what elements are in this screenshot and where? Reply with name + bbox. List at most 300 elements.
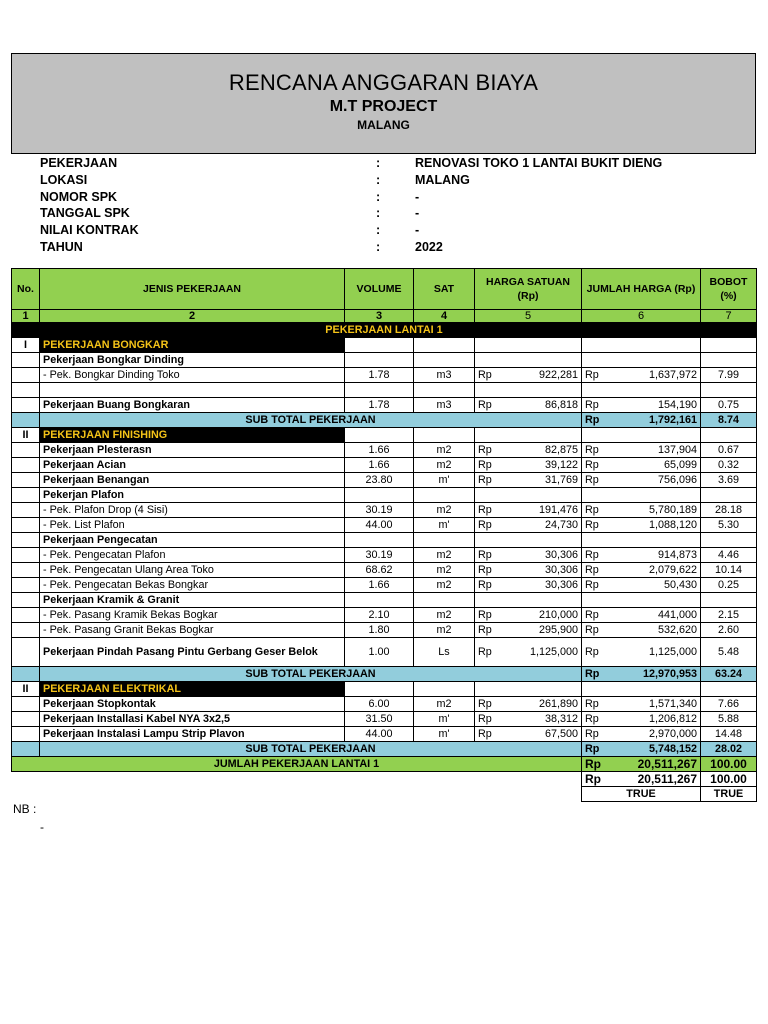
info-label: NOMOR SPK: [40, 189, 118, 204]
work-item-weight: 7.66: [701, 697, 757, 712]
total-price: 441,000: [657, 608, 697, 621]
currency-label: Rp: [585, 697, 599, 710]
subtotal-amount-cell: [582, 742, 701, 757]
work-item-volume: 1.80: [345, 623, 414, 638]
empty-cell: [582, 488, 701, 503]
total-price: 2,079,622: [648, 563, 697, 576]
total-price: 532,620: [657, 623, 697, 636]
info-value: -: [415, 206, 420, 221]
work-item-name: Pekerjaan Acian: [40, 458, 345, 473]
currency-label: Rp: [585, 458, 599, 471]
table-row: [12, 548, 757, 563]
work-item-name: - Pek. Pasang Granit Bekas Bogkar: [40, 623, 345, 638]
row-number: [12, 458, 40, 473]
work-item-unit: m3: [414, 398, 475, 413]
work-item-unit: m2: [414, 608, 475, 623]
column-number: 2: [40, 310, 345, 323]
empty-cell: [701, 682, 757, 697]
empty-cell: [475, 533, 582, 548]
subtotal-label: SUB TOTAL PEKERJAAN: [40, 667, 582, 682]
section-row: [12, 682, 757, 697]
empty-cell: [475, 338, 582, 353]
currency-label: Rp: [478, 645, 492, 658]
work-item-volume: 2.10: [345, 608, 414, 623]
column-number: 4: [414, 310, 475, 323]
work-item-weight: 4.46: [701, 548, 757, 563]
row-number: [12, 638, 40, 667]
unit-price-cell: [475, 503, 582, 518]
empty-cell: [582, 353, 701, 368]
currency-label: Rp: [585, 578, 599, 591]
work-item-weight: 0.25: [701, 578, 757, 593]
section-number: II: [12, 428, 40, 443]
unit-price: 30,306: [544, 548, 578, 561]
currency-label: Rp: [478, 368, 492, 381]
subtotal-amount-cell: [582, 413, 701, 428]
unit-price: 82,875: [544, 443, 578, 456]
header-jumlah-harga: JUMLAH HARGA (Rp): [582, 269, 701, 310]
unit-price-cell: [475, 638, 582, 667]
work-item-volume: 1.66: [345, 458, 414, 473]
total-price-cell: [582, 368, 701, 383]
total-price-cell: [582, 697, 701, 712]
currency-label: Rp: [478, 398, 492, 411]
work-item-name: - Pek. Pengecatan Bekas Bongkar: [40, 578, 345, 593]
floor-title-row: [12, 323, 757, 338]
table-row: [12, 623, 757, 638]
grand-total-weight: 100.00: [701, 757, 757, 772]
group-title: Pekerjaan Pengecatan: [40, 533, 345, 548]
empty-cell: [345, 338, 414, 353]
empty-cell: [475, 353, 582, 368]
row-number: [12, 518, 40, 533]
empty-cell: [475, 428, 582, 443]
unit-price-cell: [475, 548, 582, 563]
row-number: [12, 503, 40, 518]
work-item-name: - Pek. Plafon Drop (4 Sisi): [40, 503, 345, 518]
unit-price-cell: [475, 443, 582, 458]
info-label: PEKERJAAN: [40, 156, 118, 170]
subtotal-amount-cell: [582, 667, 701, 682]
subtotal-label: SUB TOTAL PEKERJAAN: [40, 413, 582, 428]
header-jenis-pekerjaan: JENIS PEKERJAAN: [40, 269, 345, 310]
currency-label: Rp: [478, 727, 492, 740]
header-bobot: BOBOT (%): [701, 269, 757, 310]
total-check-weight: 100.00: [701, 772, 757, 787]
work-item-volume: 6.00: [345, 697, 414, 712]
unit-price: 39,122: [544, 458, 578, 471]
header-harga-satuan: HARGA SATUAN (Rp): [475, 269, 582, 310]
currency-label: Rp: [585, 473, 599, 486]
total-price-cell: [582, 623, 701, 638]
empty-cell: [701, 353, 757, 368]
table-row: [12, 368, 757, 383]
table-row: [12, 443, 757, 458]
table-row: [12, 712, 757, 727]
work-item-volume: 30.19: [345, 503, 414, 518]
info-row: [40, 155, 740, 172]
unit-price-cell: [475, 368, 582, 383]
total-price: 914,873: [657, 548, 697, 561]
table-row: [12, 697, 757, 712]
total-price: 65,099: [663, 458, 697, 471]
work-item-unit: m': [414, 473, 475, 488]
validation-weight: TRUE: [701, 787, 757, 802]
column-number: 1: [12, 310, 40, 323]
work-item-unit: m': [414, 712, 475, 727]
table-row: [12, 608, 757, 623]
empty-cell: [345, 682, 414, 697]
work-item-volume: 1.78: [345, 398, 414, 413]
work-item-name: - Pek. List Plafon: [40, 518, 345, 533]
info-value: MALANG: [415, 172, 470, 187]
work-item-weight: 5.88: [701, 712, 757, 727]
unit-price-cell: [475, 458, 582, 473]
currency-label: Rp: [585, 645, 599, 658]
row-number: [12, 353, 40, 368]
column-number: 3: [345, 310, 414, 323]
currency-label: Rp: [478, 443, 492, 456]
row-number: [12, 697, 40, 712]
currency-label: Rp: [585, 756, 601, 771]
validation-row: [12, 787, 757, 802]
section-title: PEKERJAAN BONGKAR: [40, 338, 345, 353]
info-row: [40, 222, 740, 239]
work-item-weight: 5.30: [701, 518, 757, 533]
unit-price: 261,890: [538, 697, 578, 710]
work-item-unit: m2: [414, 548, 475, 563]
unit-price: 30,306: [544, 563, 578, 576]
total-price-cell: [582, 443, 701, 458]
total-price-cell: [582, 473, 701, 488]
unit-price: 67,500: [544, 727, 578, 740]
empty-cell: [582, 533, 701, 548]
spacer: [12, 772, 582, 787]
empty-cell: [345, 533, 414, 548]
work-item-name: - Pek. Pengecatan Ulang Area Toko: [40, 563, 345, 578]
info-label: LOKASI: [40, 172, 88, 187]
info-colon: :: [376, 156, 381, 170]
info-label: TAHUN: [40, 239, 83, 254]
work-item-volume: 23.80: [345, 473, 414, 488]
unit-price: 922,281: [538, 368, 578, 381]
currency-label: Rp: [585, 443, 599, 456]
subtotal-weight: 63.24: [701, 667, 757, 682]
row-number: [12, 398, 40, 413]
info-colon: :: [376, 239, 381, 254]
group-title: Pekerjaan Kramik & Granit: [40, 593, 345, 608]
empty-cell: [345, 488, 414, 503]
work-item-weight: 2.60: [701, 623, 757, 638]
empty-cell: [701, 338, 757, 353]
info-value: -: [415, 223, 420, 238]
table-row: [12, 398, 757, 413]
total-check-amount-cell: [582, 772, 701, 787]
unit-price-cell: [475, 398, 582, 413]
table-row: [12, 383, 757, 398]
section-number: I: [12, 338, 40, 353]
work-item-weight: 0.75: [701, 398, 757, 413]
currency-label: Rp: [478, 503, 492, 516]
work-item-volume: 44.00: [345, 518, 414, 533]
unit-price: 295,900: [538, 623, 578, 636]
currency-label: Rp: [585, 712, 599, 725]
currency-label: Rp: [585, 518, 599, 531]
work-item-name: - Pek. Pasang Kramik Bekas Bogkar: [40, 608, 345, 623]
work-item-weight: 0.32: [701, 458, 757, 473]
currency-label: Rp: [585, 548, 599, 561]
info-row: [40, 189, 740, 206]
spacer: [12, 787, 582, 802]
info-colon: :: [376, 206, 381, 221]
subtotal-amount: 12,970,953: [642, 667, 697, 680]
subtotal-row: [12, 413, 757, 428]
total-price-cell: [582, 727, 701, 742]
unit-price: 1,125,000: [529, 645, 578, 658]
info-row: [40, 205, 740, 222]
column-number: 5: [475, 310, 582, 323]
empty-cell: [414, 338, 475, 353]
info-colon: :: [376, 189, 381, 204]
work-item-volume: 31.50: [345, 712, 414, 727]
table-row: [12, 503, 757, 518]
project-city: MALANG: [357, 118, 410, 132]
table-row: [12, 473, 757, 488]
empty-cell: [701, 428, 757, 443]
currency-label: Rp: [478, 623, 492, 636]
unit-price: 38,312: [544, 712, 578, 725]
work-item-volume: 1.66: [345, 578, 414, 593]
unit-price: 86,818: [544, 398, 578, 411]
work-item-unit: m2: [414, 697, 475, 712]
work-item-weight: 10.14: [701, 563, 757, 578]
floor-title: PEKERJAAN LANTAI 1: [12, 323, 757, 338]
work-item-volume: 1.66: [345, 443, 414, 458]
work-item-unit: m2: [414, 458, 475, 473]
work-item-weight: 0.67: [701, 443, 757, 458]
work-item-weight: 7.99: [701, 368, 757, 383]
currency-label: Rp: [478, 608, 492, 621]
empty-cell: [345, 593, 414, 608]
total-check-row: [12, 772, 757, 787]
subtotal-amount: 1,792,161: [648, 413, 697, 426]
project-name: M.T PROJECT: [329, 98, 438, 115]
info-value: -: [415, 189, 420, 204]
unit-price-cell: [475, 608, 582, 623]
work-item-weight: 28.18: [701, 503, 757, 518]
row-number: [12, 473, 40, 488]
total-price: 1,088,120: [648, 518, 697, 531]
unit-price-cell: [475, 473, 582, 488]
total-price-cell: [582, 398, 701, 413]
work-item-unit: m2: [414, 503, 475, 518]
validation-amount: TRUE: [582, 787, 701, 802]
table-row: [12, 533, 757, 548]
header-sat: SAT: [414, 269, 475, 310]
empty-cell: [345, 353, 414, 368]
table-row: [12, 458, 757, 473]
empty-cell: [414, 682, 475, 697]
currency-label: Rp: [478, 458, 492, 471]
subtotal-weight: 8.74: [701, 413, 757, 428]
currency-label: Rp: [478, 563, 492, 576]
work-item-weight: 14.48: [701, 727, 757, 742]
total-price: 50,430: [663, 578, 697, 591]
info-label: NILAI KONTRAK: [40, 223, 139, 238]
unit-price: 191,476: [538, 503, 578, 516]
work-item-unit: m2: [414, 623, 475, 638]
work-item-name: - Pek. Pengecatan Plafon: [40, 548, 345, 563]
currency-label: Rp: [478, 578, 492, 591]
section-title: PEKERJAAN FINISHING: [40, 428, 345, 443]
empty-cell: [475, 593, 582, 608]
table-row: [12, 593, 757, 608]
currency-label: Rp: [478, 473, 492, 486]
column-number: 7: [701, 310, 757, 323]
grand-total-label: JUMLAH PEKERJAAN LANTAI 1: [12, 757, 582, 772]
row-number: [12, 578, 40, 593]
unit-price-cell: [475, 712, 582, 727]
work-item-unit: m2: [414, 443, 475, 458]
unit-price-cell: [475, 563, 582, 578]
document-header: [11, 53, 756, 154]
row-number: [12, 548, 40, 563]
empty-cell: [414, 353, 475, 368]
project-info: [40, 155, 740, 256]
empty-cell: [414, 428, 475, 443]
row-number: [12, 712, 40, 727]
work-item-volume: 1.00: [345, 638, 414, 667]
work-item-volume: 1.78: [345, 368, 414, 383]
unit-price-cell: [475, 578, 582, 593]
unit-price: 210,000: [538, 608, 578, 621]
subtotal-row: [12, 742, 757, 757]
work-item-name: Pekerjaan Benangan: [40, 473, 345, 488]
row-number: [12, 563, 40, 578]
empty-cell: [701, 533, 757, 548]
currency-label: Rp: [585, 413, 600, 426]
total-price-cell: [582, 503, 701, 518]
currency-label: Rp: [585, 727, 599, 740]
total-price: 1,571,340: [648, 697, 697, 710]
total-price: 5,780,189: [648, 503, 697, 516]
work-item-name: Pekerjaan Installasi Kabel NYA 3x2,5: [40, 712, 345, 727]
unit-price-cell: [475, 727, 582, 742]
unit-price: 31,769: [544, 473, 578, 486]
row-number: [12, 533, 40, 548]
currency-label: Rp: [478, 712, 492, 725]
work-item-name: Pekerjaan Instalasi Lampu Strip Plavon: [40, 727, 345, 742]
subtotal-weight: 28.02: [701, 742, 757, 757]
info-row: [40, 172, 740, 189]
work-item-name: Pekerjaan Buang Bongkaran: [40, 398, 345, 413]
row-number: [12, 608, 40, 623]
currency-label: Rp: [585, 503, 599, 516]
empty-cell: [414, 533, 475, 548]
work-item-weight: 3.69: [701, 473, 757, 488]
table-header-row: [12, 269, 757, 310]
total-price: 2,970,000: [648, 727, 697, 740]
total-check-amount: 20,511,267: [637, 771, 697, 786]
empty-cell: [475, 488, 582, 503]
table-row: [12, 638, 757, 667]
row-number: [12, 623, 40, 638]
work-item-name: Pekerjaan Plesterasn: [40, 443, 345, 458]
row-number: [12, 443, 40, 458]
table-row: [12, 578, 757, 593]
subtotal-blank: [12, 742, 40, 757]
empty-cell: [345, 428, 414, 443]
empty-cell: [582, 593, 701, 608]
total-price-cell: [582, 712, 701, 727]
notes-item: -: [40, 820, 44, 834]
work-item-unit: m': [414, 518, 475, 533]
total-price-cell: [582, 578, 701, 593]
work-item-name: - Pek. Bongkar Dinding Toko: [40, 368, 345, 383]
empty-cell: [701, 383, 757, 398]
empty-cell: [582, 338, 701, 353]
subtotal-amount: 5,748,152: [648, 742, 697, 755]
total-price-cell: [582, 563, 701, 578]
total-price-cell: [582, 458, 701, 473]
work-item-volume: 68.62: [345, 563, 414, 578]
work-item-weight: 5.48: [701, 638, 757, 667]
table-row: [12, 518, 757, 533]
work-item-unit: Ls: [414, 638, 475, 667]
empty-cell: [701, 593, 757, 608]
subtotal-label: SUB TOTAL PEKERJAAN: [40, 742, 582, 757]
info-colon: :: [376, 223, 381, 238]
section-row: [12, 428, 757, 443]
empty-cell: [582, 383, 701, 398]
empty-cell: [475, 383, 582, 398]
currency-label: Rp: [585, 368, 599, 381]
currency-label: Rp: [585, 398, 599, 411]
work-item-unit: m2: [414, 578, 475, 593]
currency-label: Rp: [585, 742, 600, 755]
total-price: 1,206,812: [648, 712, 697, 725]
unit-price-cell: [475, 623, 582, 638]
table-row: [12, 727, 757, 742]
currency-label: Rp: [585, 608, 599, 621]
info-label: TANGGAL SPK: [40, 206, 130, 221]
total-price: 154,190: [657, 398, 697, 411]
group-title: Pekerjan Plafon: [40, 488, 345, 503]
unit-price: 30,306: [544, 578, 578, 591]
total-price-cell: [582, 548, 701, 563]
total-price-cell: [582, 638, 701, 667]
work-item-volume: 30.19: [345, 548, 414, 563]
work-item-name: Pekerjaan Pindah Pasang Pintu Gerbang Geser Belok: [40, 638, 345, 667]
unit-price-cell: [475, 697, 582, 712]
table-row: [12, 353, 757, 368]
notes-label: NB :: [13, 802, 37, 816]
currency-label: Rp: [585, 667, 600, 680]
grand-total-amount: 20,511,267: [637, 756, 697, 771]
empty-cell: [414, 383, 475, 398]
currency-label: Rp: [478, 518, 492, 531]
subtotal-blank: [12, 667, 40, 682]
currency-label: Rp: [585, 563, 599, 576]
unit-price: 24,730: [544, 518, 578, 531]
row-number: [12, 727, 40, 742]
currency-label: Rp: [585, 623, 599, 636]
empty-cell: [414, 593, 475, 608]
section-row: [12, 338, 757, 353]
group-title: Pekerjaan Bongkar Dinding: [40, 353, 345, 368]
subtotal-row: [12, 667, 757, 682]
empty-cell: [345, 383, 414, 398]
